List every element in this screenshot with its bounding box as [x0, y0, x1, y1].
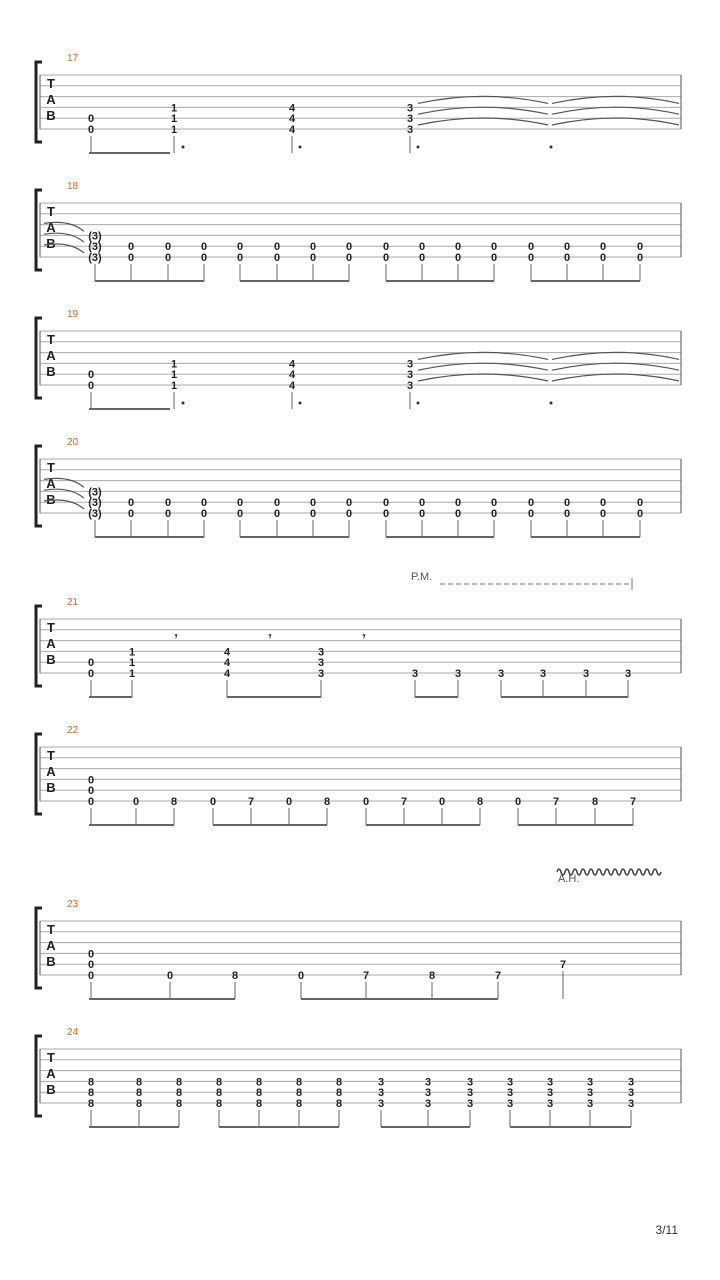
- tab-clef-letter: T: [47, 748, 55, 763]
- fret-number: (3): [88, 486, 102, 499]
- fret-number: 0: [164, 497, 172, 510]
- fret-number: 0: [127, 508, 135, 520]
- fret-number: 1: [128, 646, 136, 659]
- fret-number: 3: [406, 113, 414, 126]
- fret-number: 3: [424, 1087, 432, 1100]
- fret-number: 3: [466, 1076, 474, 1089]
- fret-number: 0: [309, 497, 317, 510]
- fret-number: 0: [438, 796, 446, 808]
- dot-marker: [550, 402, 553, 405]
- tab-system-23: [36, 899, 681, 999]
- fret-number: 0: [636, 241, 644, 254]
- measure-number: 23: [67, 899, 79, 910]
- palm-mute-label: P.M.: [411, 571, 433, 583]
- fret-number: 0: [382, 241, 390, 254]
- fret-number: 3: [406, 380, 414, 392]
- tie-arc: [418, 352, 548, 359]
- fret-number: 0: [87, 959, 95, 972]
- fret-number: 0: [563, 508, 571, 520]
- fret-number: 0: [87, 668, 95, 680]
- system-brace: [36, 734, 42, 814]
- tie-arc: [418, 118, 548, 125]
- fret-number: 0: [87, 796, 95, 808]
- tab-clef-letter: A: [46, 636, 56, 651]
- fret-number: 0: [527, 241, 535, 254]
- fret-number: (3): [88, 252, 102, 264]
- fret-number: 3: [466, 1098, 474, 1110]
- fret-number: 0: [418, 241, 426, 254]
- fret-number: 3: [406, 369, 414, 382]
- fret-number: 3: [546, 1098, 554, 1110]
- fret-number: 0: [236, 497, 244, 510]
- fret-number: 0: [127, 241, 135, 254]
- fret-number: 8: [591, 796, 599, 808]
- fret-number: 8: [215, 1098, 223, 1110]
- fret-number: 0: [87, 369, 95, 382]
- fret-number: 3: [506, 1087, 514, 1100]
- fret-number: 3: [424, 1076, 432, 1089]
- fret-number: 1: [170, 358, 178, 371]
- fret-number: 1: [170, 102, 178, 115]
- fret-number: 0: [87, 113, 95, 126]
- fret-number: 0: [454, 497, 462, 510]
- fret-number: 3: [377, 1076, 385, 1089]
- fret-number: 0: [200, 241, 208, 254]
- fret-number: 0: [273, 252, 281, 264]
- fret-number: 4: [288, 380, 296, 392]
- fret-number: (3): [88, 241, 102, 254]
- fret-number: 3: [317, 668, 325, 680]
- fret-number: 8: [335, 1087, 343, 1100]
- eighth-rest-symbol: 𝄾: [174, 631, 178, 643]
- fret-number: 7: [552, 796, 560, 808]
- fret-number: 0: [418, 252, 426, 264]
- tab-clef-letter: A: [46, 764, 56, 779]
- fret-number: 8: [428, 970, 436, 982]
- fret-number: 0: [273, 241, 281, 254]
- fret-number: 7: [494, 970, 502, 982]
- fret-number: 0: [236, 252, 244, 264]
- fret-number: 0: [127, 497, 135, 510]
- fret-number: 0: [87, 970, 95, 982]
- fret-number: 0: [636, 508, 644, 520]
- measure-number: 18: [67, 181, 79, 192]
- fret-number: 0: [345, 497, 353, 510]
- fret-number: 0: [273, 508, 281, 520]
- tab-clef-letter: B: [46, 954, 56, 969]
- fret-number: 3: [454, 668, 462, 680]
- fret-number: 0: [309, 241, 317, 254]
- measure-number: 19: [67, 309, 79, 320]
- fret-number: 0: [200, 497, 208, 510]
- eighth-rest-symbol: 𝄾: [362, 631, 366, 643]
- system-brace: [36, 62, 42, 142]
- measure-number: 17: [67, 53, 79, 64]
- tab-system-17: [36, 53, 681, 153]
- tie-arc: [418, 363, 548, 370]
- fret-number: 0: [87, 380, 95, 392]
- tab-clef-letter: B: [46, 492, 56, 507]
- tab-clef-letter: T: [47, 76, 55, 91]
- system-brace: [36, 1036, 42, 1116]
- fret-number: 8: [135, 1098, 143, 1110]
- fret-number: 4: [223, 657, 231, 670]
- fret-number: 8: [87, 1076, 95, 1089]
- fret-number: 0: [563, 252, 571, 264]
- tab-system-20: [36, 437, 681, 537]
- fret-number: 0: [454, 508, 462, 520]
- measure-number: 20: [67, 437, 79, 448]
- fret-number: 8: [335, 1098, 343, 1110]
- fret-number: 7: [629, 796, 637, 808]
- fret-number: 3: [586, 1076, 594, 1089]
- fret-number: 0: [132, 796, 140, 808]
- fret-number: 0: [236, 508, 244, 520]
- fret-number: 3: [406, 124, 414, 136]
- tab-clef-letter: A: [46, 92, 56, 107]
- tab-clef-letter: T: [47, 460, 55, 475]
- fret-number: 8: [295, 1098, 303, 1110]
- fret-number: 0: [599, 508, 607, 520]
- tab-clef-letter: B: [46, 780, 56, 795]
- tab-system-24: [36, 1027, 681, 1127]
- fret-number: 0: [297, 970, 305, 982]
- fret-number: 0: [418, 497, 426, 510]
- fret-number: 3: [506, 1098, 514, 1110]
- tie-arc: [418, 96, 548, 103]
- fret-number: 0: [362, 796, 370, 808]
- fret-number: 0: [599, 241, 607, 254]
- fret-number: 8: [175, 1087, 183, 1100]
- dot-marker: [299, 146, 302, 149]
- tab-clef-letter: B: [46, 652, 56, 667]
- fret-number: (3): [88, 497, 102, 510]
- fret-number: 7: [362, 970, 370, 982]
- fret-number: 3: [466, 1087, 474, 1100]
- tab-clef-letter: B: [46, 108, 56, 123]
- dot-marker: [182, 402, 185, 405]
- tab-clef-letter: T: [47, 922, 55, 937]
- dot-marker: [417, 402, 420, 405]
- tie-arc: [552, 374, 679, 381]
- tie-arc: [552, 118, 679, 125]
- system-brace: [36, 606, 42, 686]
- fret-number: 0: [309, 252, 317, 264]
- fret-number: 0: [285, 796, 293, 808]
- tab-system-21: [36, 597, 681, 697]
- fret-number: 4: [223, 668, 231, 680]
- fret-number: 1: [170, 380, 178, 392]
- tab-clef-letter: A: [46, 348, 56, 363]
- fret-number: 3: [497, 668, 505, 680]
- fret-number: 1: [128, 657, 136, 670]
- fret-number: 3: [546, 1076, 554, 1089]
- tab-system-19: [36, 309, 681, 409]
- fret-number: 0: [87, 124, 95, 136]
- fret-number: 0: [127, 252, 135, 264]
- fret-number: 0: [87, 774, 95, 787]
- tab-clef-letter: T: [47, 204, 55, 219]
- system-brace: [36, 908, 42, 988]
- fret-number: 1: [128, 668, 136, 680]
- fret-number: 0: [236, 241, 244, 254]
- dot-marker: [550, 146, 553, 149]
- fret-number: 0: [527, 497, 535, 510]
- tab-clef-letter: T: [47, 620, 55, 635]
- vibrato-wave: [557, 869, 661, 875]
- fret-number: 0: [200, 252, 208, 264]
- tab-clef-letter: A: [46, 1066, 56, 1081]
- fret-number: 8: [295, 1087, 303, 1100]
- fret-number: 8: [175, 1076, 183, 1089]
- fret-number: 3: [627, 1076, 635, 1089]
- fret-number: 0: [345, 508, 353, 520]
- fret-number: 7: [559, 959, 567, 972]
- tab-clef-letter: A: [46, 476, 56, 491]
- fret-number: 1: [170, 124, 178, 136]
- fret-number: 3: [406, 102, 414, 115]
- fret-number: 0: [345, 252, 353, 264]
- fret-number: 0: [563, 241, 571, 254]
- fret-number: 0: [345, 241, 353, 254]
- fret-number: 0: [209, 796, 217, 808]
- fret-number: 0: [514, 796, 522, 808]
- fret-number: 0: [490, 497, 498, 510]
- fret-number: 0: [87, 657, 95, 670]
- fret-number: 3: [317, 646, 325, 659]
- fret-number: 3: [546, 1087, 554, 1100]
- fret-number: 3: [377, 1087, 385, 1100]
- tab-clef-letter: T: [47, 1050, 55, 1065]
- fret-number: 7: [247, 796, 255, 808]
- fret-number: 4: [288, 102, 296, 115]
- tie-arc: [418, 374, 548, 381]
- fret-number: 0: [309, 508, 317, 520]
- fret-number: 0: [599, 252, 607, 264]
- fret-number: 1: [170, 113, 178, 126]
- measure-number: 22: [67, 725, 79, 736]
- fret-number: 3: [582, 668, 590, 680]
- fret-number: 7: [400, 796, 408, 808]
- fret-number: 8: [87, 1098, 95, 1110]
- fret-number: 1: [170, 369, 178, 382]
- measure-number: 24: [67, 1027, 79, 1038]
- fret-number: 4: [288, 113, 296, 126]
- dot-marker: [182, 146, 185, 149]
- fret-number: 8: [476, 796, 484, 808]
- fret-number: 8: [231, 970, 239, 982]
- artificial-harmonic-label: A.H.: [558, 873, 580, 885]
- fret-number: 0: [490, 241, 498, 254]
- fret-number: 8: [215, 1087, 223, 1100]
- tab-clef-letter: B: [46, 1082, 56, 1097]
- fret-number: 0: [527, 508, 535, 520]
- tie-arc: [552, 96, 679, 103]
- fret-number: 3: [411, 668, 419, 680]
- system-brace: [36, 446, 42, 526]
- fret-number: 0: [164, 508, 172, 520]
- fret-number: 3: [627, 1098, 635, 1110]
- tie-arc: [552, 107, 679, 114]
- eighth-rest-symbol: 𝄾: [268, 631, 272, 643]
- measure-number: 21: [67, 597, 79, 608]
- fret-number: 0: [636, 252, 644, 264]
- fret-number: 0: [382, 508, 390, 520]
- fret-number: 0: [382, 497, 390, 510]
- fret-number: 0: [599, 497, 607, 510]
- tie-arc: [418, 107, 548, 114]
- fret-number: 3: [424, 1098, 432, 1110]
- dot-marker: [299, 402, 302, 405]
- fret-number: 0: [164, 241, 172, 254]
- tab-clef-letter: T: [47, 332, 55, 347]
- fret-number: 4: [223, 646, 231, 659]
- fret-number: 8: [215, 1076, 223, 1089]
- system-brace: [36, 318, 42, 398]
- fret-number: 0: [490, 252, 498, 264]
- fret-number: 8: [87, 1087, 95, 1100]
- tab-system-18: [36, 181, 681, 281]
- fret-number: 0: [527, 252, 535, 264]
- fret-number: 3: [539, 668, 547, 680]
- fret-number: 0: [454, 252, 462, 264]
- fret-number: 8: [135, 1087, 143, 1100]
- tie-arc: [552, 352, 679, 359]
- fret-number: 0: [87, 785, 95, 798]
- fret-number: 0: [490, 508, 498, 520]
- fret-number: 3: [627, 1087, 635, 1100]
- tab-clef-letter: A: [46, 220, 56, 235]
- fret-number: 8: [170, 796, 178, 808]
- fret-number: 0: [636, 497, 644, 510]
- fret-number: 3: [406, 358, 414, 371]
- fret-number: 0: [200, 508, 208, 520]
- fret-number: 3: [317, 657, 325, 670]
- fret-number: 0: [87, 948, 95, 961]
- fret-number: 4: [288, 369, 296, 382]
- fret-number: 3: [586, 1098, 594, 1110]
- fret-number: 3: [586, 1087, 594, 1100]
- fret-number: 8: [135, 1076, 143, 1089]
- fret-number: 0: [454, 241, 462, 254]
- fret-number: 0: [563, 497, 571, 510]
- fret-number: 0: [166, 970, 174, 982]
- fret-number: 0: [273, 497, 281, 510]
- tab-clef-letter: A: [46, 938, 56, 953]
- fret-number: 3: [377, 1098, 385, 1110]
- fret-number: 8: [255, 1087, 263, 1100]
- tie-arc: [552, 363, 679, 370]
- fret-number: 8: [255, 1076, 263, 1089]
- fret-number: 4: [288, 358, 296, 371]
- fret-number: 0: [164, 252, 172, 264]
- system-brace: [36, 190, 42, 270]
- fret-number: 8: [295, 1076, 303, 1089]
- page-number: 3/11: [655, 1223, 678, 1237]
- tab-system-22: [36, 725, 681, 825]
- dot-marker: [417, 146, 420, 149]
- fret-number: (3): [88, 230, 102, 243]
- fret-number: 3: [506, 1076, 514, 1089]
- fret-number: 8: [335, 1076, 343, 1089]
- fret-number: 8: [175, 1098, 183, 1110]
- fret-number: 3: [624, 668, 632, 680]
- tab-clef-letter: B: [46, 364, 56, 379]
- fret-number: 0: [382, 252, 390, 264]
- tab-clef-letter: B: [46, 236, 56, 251]
- fret-number: 8: [323, 796, 331, 808]
- fret-number: 0: [418, 508, 426, 520]
- fret-number: (3): [88, 508, 102, 520]
- fret-number: 4: [288, 124, 296, 136]
- fret-number: 8: [255, 1098, 263, 1110]
